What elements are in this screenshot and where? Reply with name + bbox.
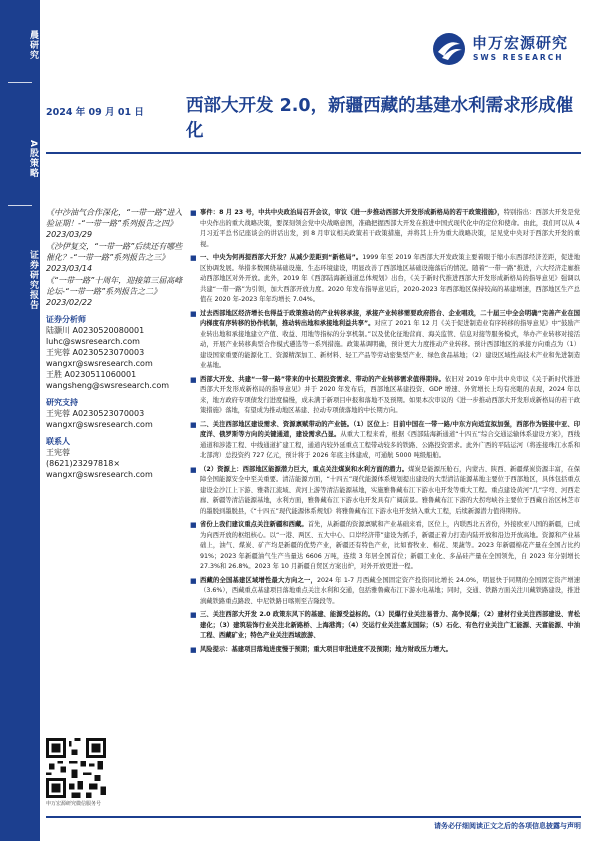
analyst-email[interactable]: luhc@swsresearch.com bbox=[46, 337, 140, 346]
paragraph-text: 1999 年至 2019 年西部大开发政策主要着眼于缩小东西部经济差距，促进地区协调发展。举措多数围绕基础设施、生态环境建设，明显改善了西部地区基础设施落后的情况。随着“一带一路”推进，六大经济走廊推动西部地区对外开放。此外，2019 年《西部陆海新通道总体规划》出台，《关于新时代推进西部大开发形成新格局的指导意见》强调以共建“一带一路”为引领，加大西部开放力度。2020 年发布指导意见后，2020-2023 年西部地区保持较高的基建增速，西部地区生产总值在 2020 年-2023 年年均增长 7.04%。 bbox=[200, 254, 580, 303]
bullet-icon: ■ bbox=[190, 254, 197, 262]
paragraph-lead: 过去西部地区经济增长也得益于政策推动的产业转移承接，承接产业转移需要政府搭台、企业唱戏，二十届三中全会明确“完善产业在国内梯度有序转移的协作机制，推动转出地和承接地利益共享”。 bbox=[200, 309, 580, 327]
body-paragraph bbox=[190, 610, 580, 642]
bullet-icon: ■ bbox=[190, 645, 197, 654]
body-paragraph bbox=[190, 208, 580, 250]
body-paragraph bbox=[190, 253, 580, 306]
logo-text-cn: 申万宏源研究 bbox=[472, 34, 569, 52]
paragraph-text: 首先，从新疆的资源禀赋和产业基础来看，区位上，内联西北五省份，外接欧亚八国的新疆，已成为向西开放的枢纽核心。以“一港、两区、五大中心、口岸经济带”建设为抓手，新疆正着力打造内陆开放和沿边开放高地。资源和产业基础上，油气、煤炭、矿产均是新疆的优势产业，新疆还有特色产业，比如畜牧业、棉花、果蔬等。2023 年新疆棉花产量在全国占比约 91%；2023 年新疆油气生产当量达 6606 万吨，连续 3 年居全国首位；新疆工业化、多晶硅产量在全国领先，自 2023 年分别增长 27.3%和 26.8%。2023 年 10 月新疆自贸区方案出炉，对外开放更进一程。 bbox=[200, 521, 581, 570]
bullet-icon: ■ bbox=[190, 576, 197, 585]
paragraph-lead: 风险提示：基建项目落地进度慢于预期；重大项目审批进度不及预期；地方财政压力增大。 bbox=[200, 645, 452, 653]
contact-phone: (8621)23297818× bbox=[46, 459, 121, 468]
bullet-icon: ■ bbox=[190, 309, 197, 318]
body-paragraph bbox=[190, 465, 580, 518]
report-title: 西部大开发 2.0，新疆西藏的基建水利需求形成催化 bbox=[186, 96, 574, 141]
sidebar-label-strategy: A股策略 bbox=[28, 140, 38, 178]
bullet-icon: ■ bbox=[190, 465, 197, 474]
body-paragraph bbox=[190, 375, 580, 417]
qr-code-icon bbox=[46, 738, 106, 798]
bullet-icon: ■ bbox=[190, 420, 197, 429]
sidebar bbox=[0, 0, 40, 841]
body-paragraph bbox=[190, 576, 580, 608]
contact-heading: 联系人 bbox=[46, 437, 70, 446]
contact-email[interactable]: wangxr@swsresearch.com bbox=[46, 470, 153, 479]
bullet-icon: ■ bbox=[190, 521, 197, 529]
body-paragraph bbox=[190, 309, 580, 372]
analyst-line: 王宪蓉 A0230523070003 bbox=[46, 348, 145, 357]
paragraph-text: 特别指出：西部大开发是党中央作出的重大战略决策，要深刻领会党中央战略意图，准确把握西部大开发在推进中国式现代化中的定位和使命。由此，我们可以从 4 月习近平总书记座谈会的讲话出发，到 8 月审议相关政策若干政策措施，并将其上升为重大战略决策，足见党中央对于西部大开发的重视。 bbox=[200, 209, 580, 248]
support-line: 王宪蓉 A0230523070003 bbox=[46, 409, 145, 418]
paragraph-text: 对应了 2021 年 12 月《关于促进制造业有序转移的指导意见》中“鼓励产业转出地和承接地建立产值、收益、用地等指标的分享机制。”以及优化征地营商、海关监管、信息对接等服务模式，举办产业转移对接活动，开展产业转移典型合作模式遴选等一系列措施。政策基调明确，预计更大力度推动产业转移。预计西部地区的承接方向重点为（1）建设国家重要的能源化工、资源精深加工、新材料、轻工产品等劳动密集型产业、绿色食品基地；（2）建设区域性高技术产业和先进制造业基地。 bbox=[200, 320, 580, 369]
qr-caption: 申万宏源研究微信服务号 bbox=[46, 801, 102, 807]
body-paragraph bbox=[190, 645, 580, 656]
sidebar-divider bbox=[8, 205, 32, 206]
analysts-heading: 证券分析师 bbox=[46, 315, 86, 324]
paragraph-lead: （2）资源上：西部地区能源潜力巨大，重点关注煤炭和水利方面的潜力。 bbox=[200, 465, 409, 473]
paragraph-text: 煤炭是能源压舱石，内蒙古、陕西、新疆煤炭资源丰富，在保障全国能源安全中至关重要。清洁能源方面，“十四五”现代能源体系规划提出建设的大型清洁能源基地主要位于西部地区，具体包括重点建设金沙江上下游、雅砻江流域、黄河上游等清洁能源基地，实施雅鲁藏布江下游水电开发等重大工程。重点建设黄河“几”字弯、河西走廊、新疆等清洁能源基地，水利方面，雅鲁藏布江下游水电开发具有广阔前景。雅鲁藏布江下游的大拐弯峡谷主要位于西藏自治区林芝市的墨脱到墨脱县，《“十四五”现代能源体系规划》将雅鲁藏布江下游水电开发纳入重大工程，后续新源潜力值得期待。 bbox=[200, 465, 580, 515]
related-reports bbox=[46, 207, 186, 308]
related-report-link[interactable]: 《中沙油气合作深化，“一带一路”进入验证期！-“一带一路”系列报告之四》 2023/03/29 bbox=[46, 208, 183, 239]
body-paragraph bbox=[190, 520, 580, 573]
support-email[interactable]: wangxr@swsresearch.com bbox=[46, 420, 153, 429]
research-support-heading: 研究支持 bbox=[46, 398, 78, 407]
paragraph-lead: 二、关注西部地区建设需求、资源禀赋带动的产业链。（1）区位上：目前中国在一带一路/中东方向适宜拟加强，西部作为链接中亚、印度洋、俄罗斯等方向的关键通道，建设需求凸显。 bbox=[200, 420, 580, 438]
analyst-line: 王胜 A0230511060001 bbox=[46, 370, 137, 379]
disclaimer-footer: 请务必仔细阅读正文之后的各项信息披露与声明 bbox=[434, 822, 581, 830]
paragraph-lead: 省份上我们建议重点关注新疆和西藏。 bbox=[200, 521, 308, 528]
analyst-line: 陆灏川 A0230520080001 bbox=[46, 326, 145, 335]
sidebar-label-morning: 晨研究 bbox=[28, 30, 38, 60]
paragraph-text: 依旧对 2019 年中共中央审议《关于新时代推进西部大开发形成新格局的指导意见》并于 2020 年发布后，西部地区基建投资、GDP 增速、外贸增长上均有亮眼的表现，2024 年以来，地方政府专项债发行进度偏慢，成未满于新项目申报和落地不及预期。如果本次审议的《进一步推动西部大开发形成新格局的若干政策措施》落地，有望成为推动地区基建、拉动专项债落地的中长期方向。 bbox=[200, 375, 581, 414]
paragraph-lead: 西部大开发、共建“一带一路”带来的中长期投资需求、带动的产业转移需求值得期待。 bbox=[200, 375, 445, 383]
sidebar-label-report: 证券研究报告 bbox=[28, 250, 38, 310]
bullet-icon: ■ bbox=[190, 209, 197, 217]
analyst-email[interactable]: wangsheng@swsresearch.com bbox=[46, 381, 170, 390]
report-body bbox=[190, 208, 580, 658]
report-date: 2024 年 09 月 01 日 bbox=[46, 107, 144, 118]
paragraph-lead: 一、中央为何再提西部大开发？从减少差距到“新格局”。 bbox=[200, 254, 363, 261]
title-divider bbox=[46, 152, 581, 154]
body-paragraph bbox=[190, 420, 580, 462]
paragraph-text: 2024 年 1-7 月西藏全国固定资产投资同比增长 24.0%，明显快于同期的全国固定资产增速（3.6%），西藏重点基建项目落地重点关注水利和交通，包括雅鲁藏布江下游水电基地；同时，交通、铁路方面关注川藏铁路建设，推进滇藏铁路重点路段、中尼铁路日喀则至吉隆段等。 bbox=[200, 576, 580, 605]
footer-divider bbox=[46, 816, 581, 818]
sidebar-divider bbox=[8, 82, 32, 83]
bullet-icon: ■ bbox=[190, 375, 197, 384]
related-report-link[interactable]: 《“一带一路”十周年，迎接第三届高峰论坛-“一带一路”系列报告之二》 2023/02/22 bbox=[46, 276, 183, 307]
paragraph-lead: 事件：8 月 23 号，中共中央政治局召开会议，审议《进一步推动西部大开发形成新格局的若干政策措施》， bbox=[200, 209, 504, 216]
bullet-icon: ■ bbox=[190, 611, 197, 619]
paragraph-text: 从重大工程来看，根据《西部陆海新通道“十四五”综合交通运输体系建设方案》，西线通道和涉港工程、中线通道扩建工程，通道内较外延重点工程带动较多的铁路、公路投资需求。此外广西的平陆运河（将连接珠江水系和北部湾）总投资约 727 亿元，预计将于 2026 年底主体建成，可通航 5000 吨级船舶。 bbox=[200, 431, 581, 459]
contact-name: 王宪蓉 bbox=[46, 448, 70, 457]
paragraph-lead: 三、关注西部大开发 2.0 政策东风下的基建、能源受益标的。（1）民爆行业关注易普力、高争民爆；（2）建材行业关注西部建设、青松建化；（3）建筑装饰行业关注北新路桥、上海港湾；（4）交运行业关注嘉友国际；（5）石化、有色行业关注广汇能源、天富能源、中油工程、西藏矿业；特色产业关注西域旅游、 bbox=[200, 611, 580, 639]
paragraph-lead: 西藏的全国基建区域增性最大方向之一， bbox=[200, 576, 317, 584]
related-report-link[interactable]: 《沙伊复交，“一带一路”后续还有哪些催化？-“一带一路”系列报告之三》 2023/03/14 bbox=[46, 242, 183, 273]
company-logo bbox=[432, 30, 582, 70]
logo-text-en: SWS RESEARCH bbox=[473, 53, 564, 62]
logo-mark-icon bbox=[432, 32, 466, 66]
analyst-email[interactable]: wangxr@swsresearch.com bbox=[46, 359, 153, 368]
left-column bbox=[46, 207, 186, 480]
